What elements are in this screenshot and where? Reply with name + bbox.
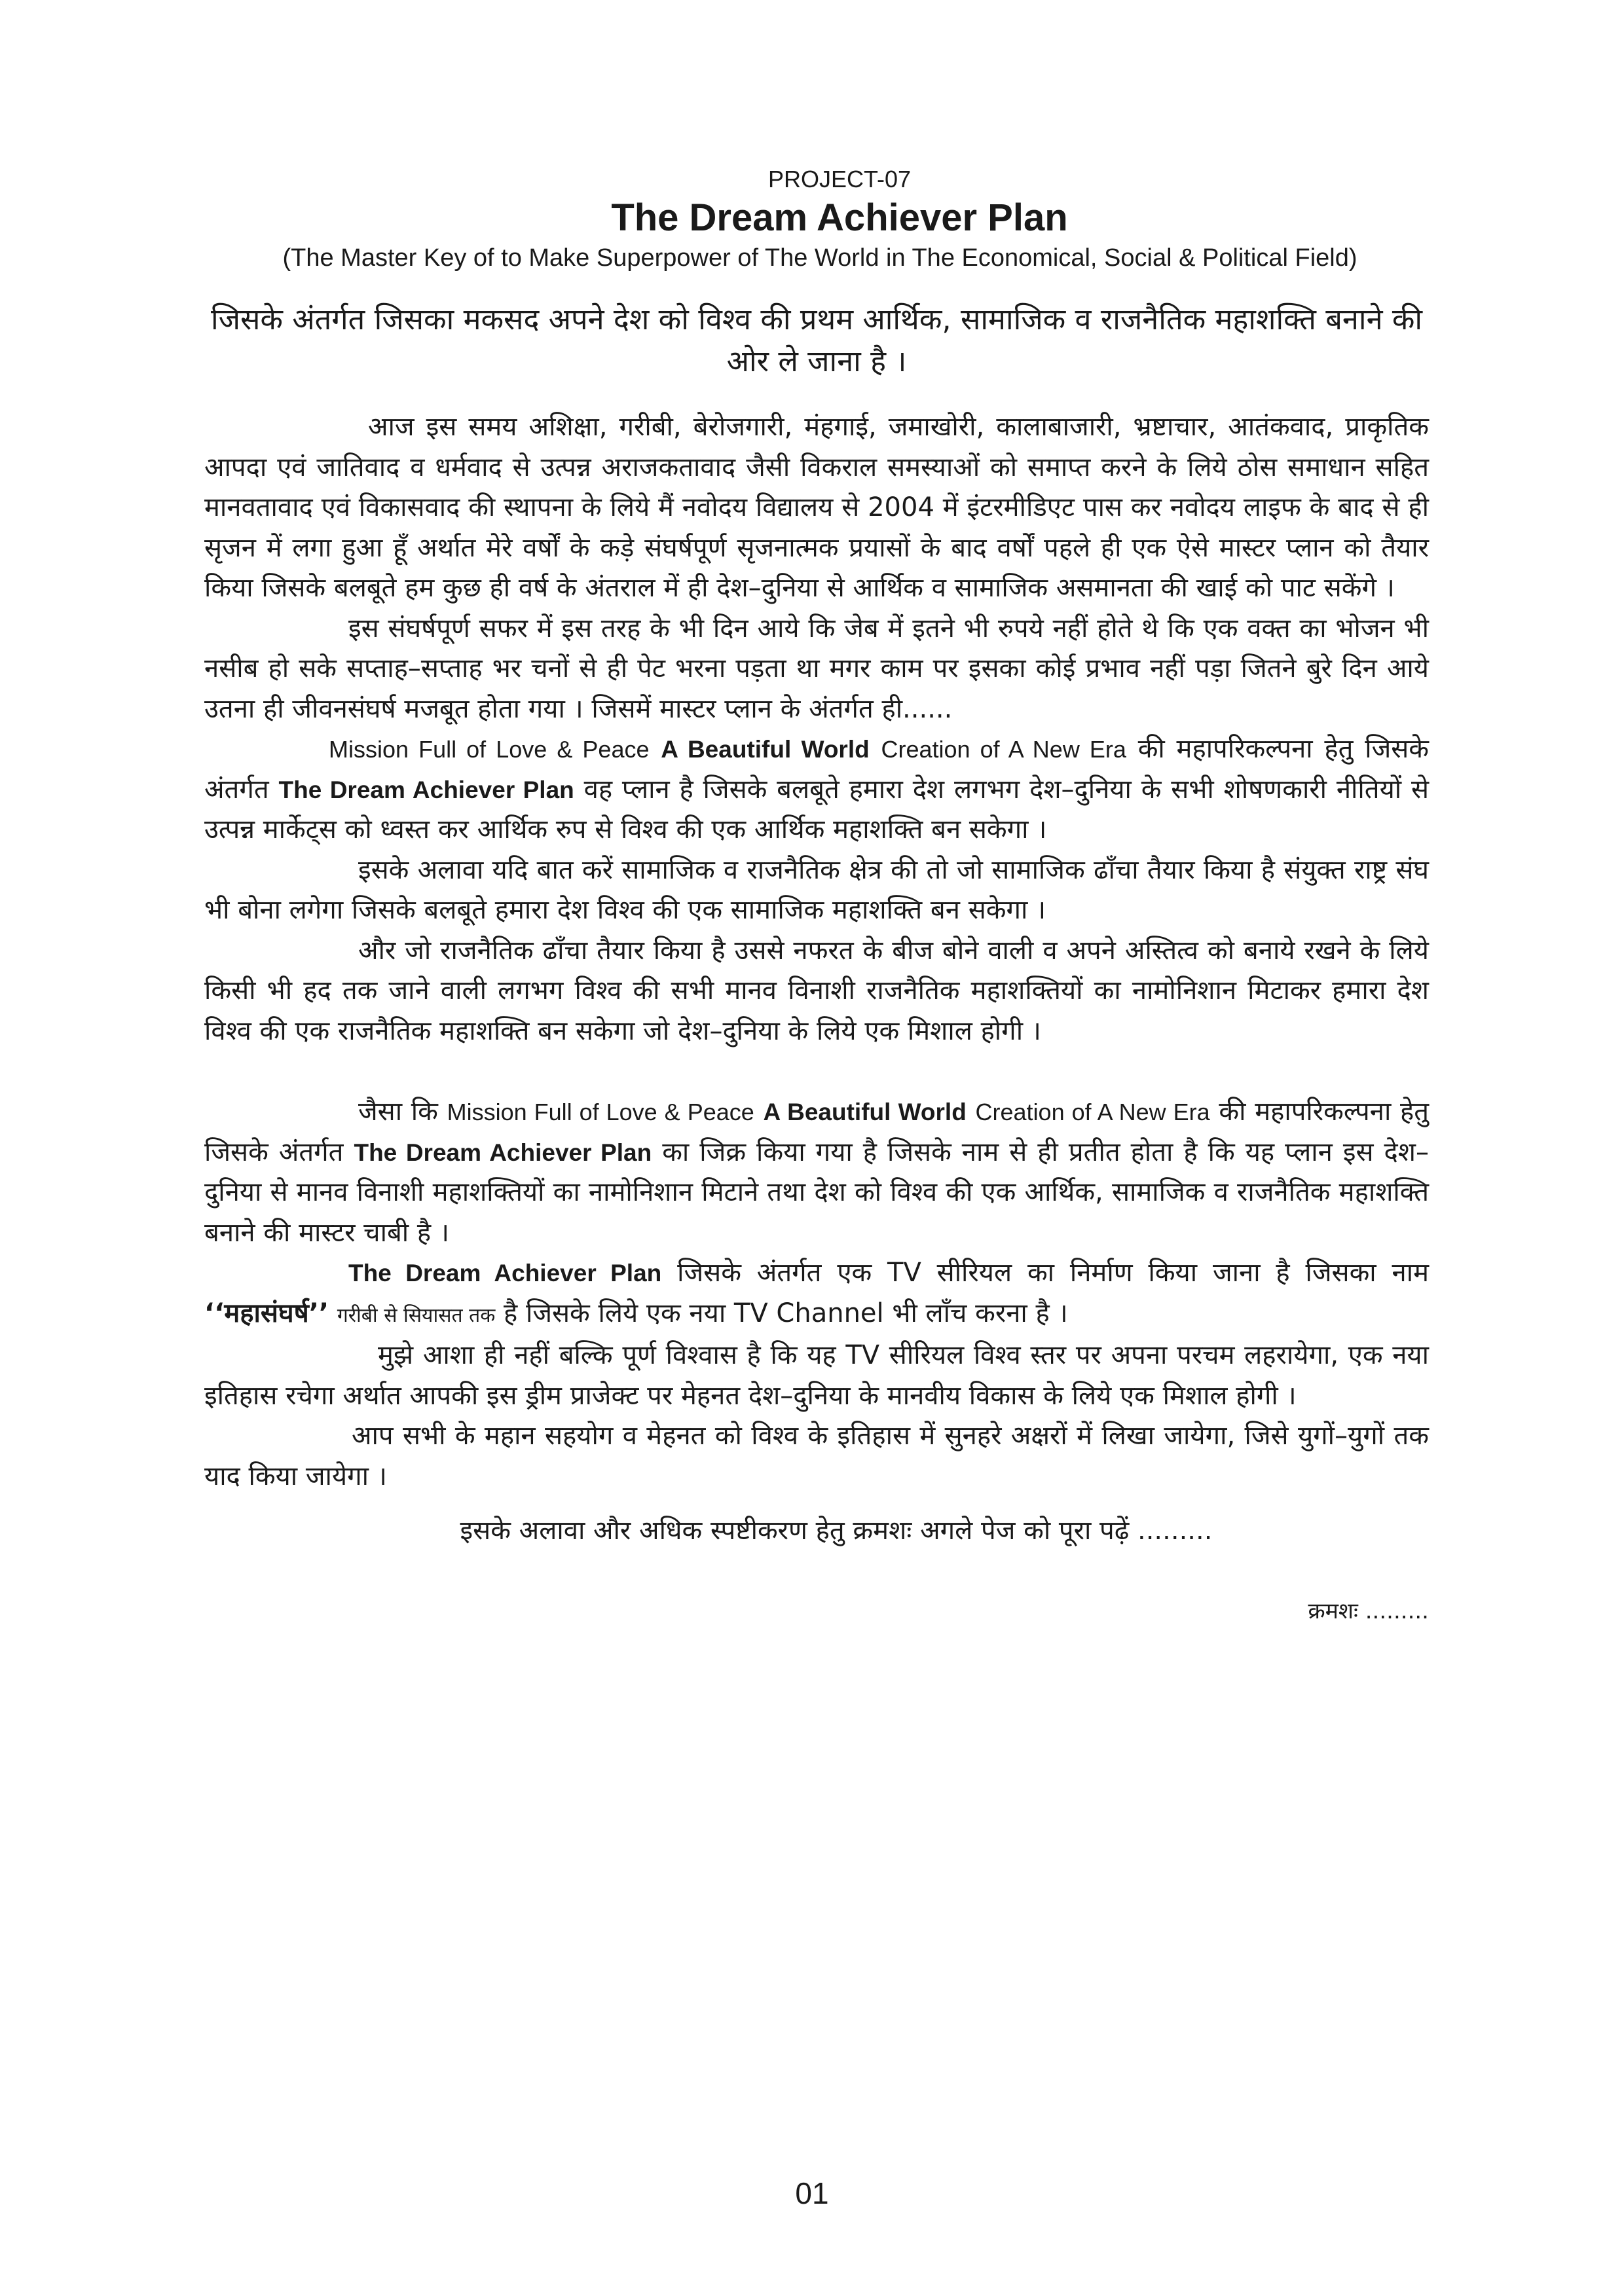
- intro-statement: जिसके अंतर्गत जिसका मकसद अपने देश को विश्व की प्रथम आर्थिक, सामाजिक व राजनैतिक महाशक्ति बनाने की ओर ले जाना है ।: [210, 302, 1423, 378]
- continue-reading-note: इसके अलावा और अधिक स्पष्टीकरण हेतु क्रमशः अगले पेज को पूरा पढ़ें .........: [460, 1516, 1213, 1546]
- paragraph-problems: आज इस समय अशिक्षा, गरीबी, बेरोजगारी, मंहगाई, जमाखोरी, कालाबाजारी, भ्रष्टाचार, आतंकवाद, प्राकृतिक आपदा एवं जातिवाद व धर्मवाद से उत्पन्न अराजकतावाद जैसी विकराल समस्याओं को समाप्त करने के लिये ठोस समाधान सहित मानवतावाद एवं विकासवाद की स्थापना के लिये मैं नवोदय विद्यालय से 2004 में इंटरमीडिएट पास कर नवोदय लाइफ के बाद से ही सृजन में लगा हुआ हूँ अर्थात मेरे वर्षों के कड़े संघर्षपूर्ण सृजनात्मक प्रयासों के बाद वर्षों पहले ही एक ऐसे मास्टर प्लान को तैयार किया जिसके बलबूते हम कुछ ही वर्ष के अंतराल में ही देश–दुनिया से आर्थिक व सामाजिक असमानता की खाई को पाट सकेंगे ।: [204, 412, 1429, 603]
- new-era-text: Creation of A New Era: [881, 736, 1126, 763]
- paragraph-text: जैसा कि: [358, 1097, 438, 1127]
- document-body: [204, 407, 1429, 1497]
- page-number: 01: [795, 2176, 829, 2210]
- serial-name: ‘‘महासंघर्ष’’: [204, 1298, 329, 1328]
- paragraph-gratitude: आप सभी के महान सहयोग व मेहनत को विश्व के इतिहास में सुनहरे अक्षरों में लिखा जायेगा, जिसे युगों–युगों तक याद किया जायेगा ।: [204, 1421, 1429, 1491]
- paragraph-text: का जिक्र किया गया है जिसके नाम से ही प्रतीत होता है कि यह प्लान इस देश–दुनिया से मानव विनाशी महाशक्तियों का नामोनिशान मिटाने तथा देश को विश्व की एक आर्थिक, सामाजिक व राजनैतिक महाशक्ति बनाने की मास्टर चाबी है ।: [204, 1137, 1429, 1248]
- paragraph-political: और जो राजनैतिक ढाँचा तैयार किया है उससे नफरत के बीज बोने वाली व अपने अस्तित्व को बनाये रखने के लिये किसी भी हद तक जाने वाली लगभग विश्व की सभी मानव विनाशी राजनैतिक महाशक्तियों का नामोनिशान मिटाकर हमारा देश विश्व की एक राजनैतिक महाशक्ति बन सकेगा जो देश–दुनिया के लिये एक मिशाल होगी ।: [204, 935, 1429, 1046]
- document-title: The Dream Achiever Plan: [611, 196, 1068, 239]
- mission-text: Mission Full of Love & Peace: [329, 736, 650, 763]
- section-gap: [204, 1051, 1429, 1092]
- mission-text: Mission Full of Love & Peace: [447, 1099, 754, 1125]
- plan-name: The Dream Achiever Plan: [348, 1260, 662, 1286]
- document-page: [204, 164, 1429, 1628]
- beautiful-world-text: A Beautiful World: [763, 1099, 967, 1125]
- paragraph-text: है जिसके लिये एक नया TV Channel भी लाँच करना है ।: [504, 1298, 1068, 1328]
- paragraph-master-key: [204, 1092, 1429, 1253]
- serial-tagline: गरीबी से सियासत तक: [337, 1303, 496, 1327]
- plan-name: The Dream Achiever Plan: [278, 776, 574, 803]
- plan-name: The Dream Achiever Plan: [354, 1139, 652, 1166]
- paragraph-struggle: इस संघर्षपूर्ण सफर में इस तरह के भी दिन आये कि जेब में इतने भी रुपये नहीं होते थे कि एक वक्त का भोजन भी नसीब हो सके सप्ताह–सप्ताह भर चनों से ही पेट भरना पड़ता था मगर काम पर इसका कोई प्रभाव नहीं पड़ा जितने बुरे दिन आये उतना ही जीवनसंघर्ष मजबूत होता गया । जिसमें मास्टर प्लान के अंतर्गत ही......: [204, 613, 1429, 724]
- paragraph-text: की महापरिकल्पना हेतु जिसके अंतर्गत: [204, 734, 1430, 805]
- project-label: PROJECT-07: [767, 166, 912, 192]
- paragraph-text: जिसके अंतर्गत एक TV सीरियल का निर्माण किया जाना है जिसका नाम: [677, 1258, 1429, 1288]
- paragraph-text: वह प्लान है जिसके बलबूते हमारा देश लगभग देश–दुनिया के सभी शोषणकारी नीतियों से उत्पन्न मार्केट्स को ध्वस्त कर आर्थिक रुप से विश्व की एक आर्थिक महाशक्ति बन सकेगा ।: [204, 774, 1430, 845]
- beautiful-world-text: A Beautiful World: [661, 736, 870, 763]
- paragraph-tv-serial: [204, 1253, 1429, 1336]
- paragraph-text: की महापरिकल्पना हेतु जिसके अंतर्गत: [204, 1097, 1430, 1167]
- continued-marker: क्रमशः .........: [1308, 1598, 1429, 1624]
- paragraph-mission-plan: [204, 729, 1429, 850]
- paragraph-social: इसके अलावा यदि बात करें सामाजिक व राजनैतिक क्षेत्र की तो जो सामाजिक ढाँचा तैयार किया है संयुक्त राष्ट्र संघ भी बोना लगेगा जिसके बलबूते हमारा देश विश्व की एक सामाजिक महाशक्ति बन सकेगा ।: [204, 854, 1429, 925]
- paragraph-confidence: मुझे आशा ही नहीं बल्कि पूर्ण विश्वास है कि यह TV सीरियल विश्व स्तर पर अपना परचम लहरायेगा, एक नया इतिहास रचेगा अर्थात आपकी इस ड्रीम प्राजेक्ट पर मेहनत देश–दुनिया के मानवीय विकास के लिये एक मिशाल होगी ।: [204, 1340, 1429, 1411]
- new-era-text: Creation of A New Era: [975, 1099, 1210, 1125]
- document-subtitle: (The Master Key of to Make Superpower of The World in The Economical, Social & Political Field): [282, 244, 1357, 272]
